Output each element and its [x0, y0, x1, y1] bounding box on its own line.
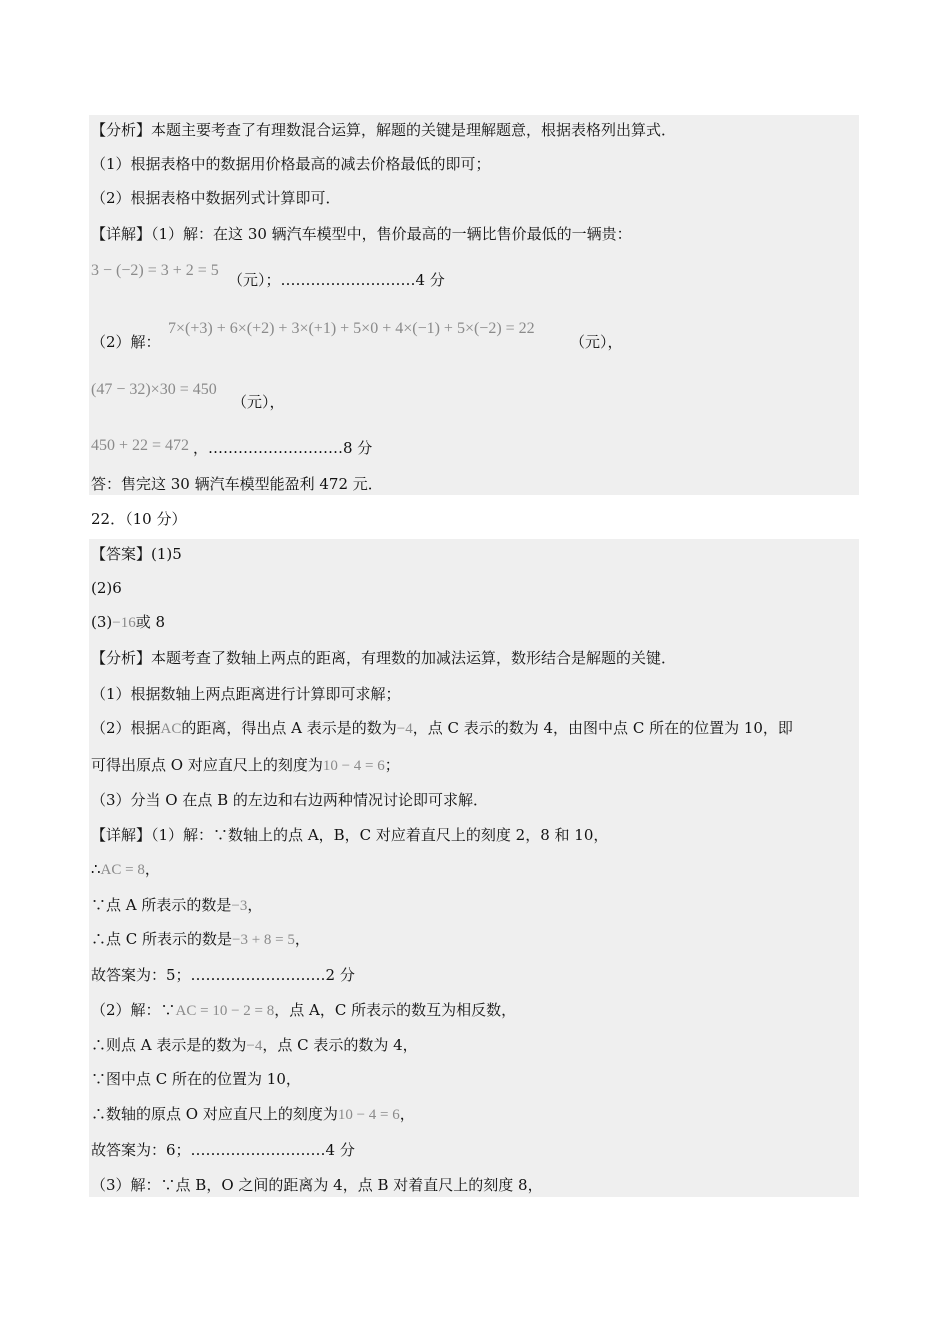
text: 的距离，得出点 A 表示是的数为: [181, 719, 397, 737]
text: ，点 A，C 所表示的数互为相反数，: [274, 1001, 517, 1019]
q22-detail6: [91, 1000, 516, 1021]
q21-answer: 答：售完这 30 辆汽车模型能盈利 472 元．: [91, 475, 383, 493]
q21-detail: 【详解】（1）解：在这 30 辆汽车模型中，售价最高的一辆比售价最低的一辆贵：: [91, 225, 632, 243]
answer-prefix: (3): [91, 613, 113, 631]
q22-analysis: 【分析】本题考查了数轴上两点的距离，有理数的加减法运算，数形结合是解题的关键．: [91, 649, 677, 667]
q22-detail1: 【详解】（1）解：∵数轴上的点 A，B，C 对应着直尺上的刻度 2，8 和 10，: [91, 826, 609, 844]
q22-detail11: （3）解：∵点 B，O 之间的距离为 4，点 B 对着直尺上的刻度 8，: [91, 1176, 543, 1194]
formula: 10 − 4 = 6: [337, 1107, 400, 1123]
text: ∵点 A 所表示的数是: [91, 896, 232, 914]
formula: −4: [396, 721, 413, 737]
q21-calc3-math: [91, 379, 217, 400]
q22-detail4: [91, 929, 310, 950]
formula: AC = 8: [100, 862, 145, 878]
q21-step1: （1）根据表格中的数据用价格最高的减去价格最低的即可；: [91, 155, 491, 173]
q21-calc4-math: [91, 435, 189, 456]
text: （2）解：∵: [91, 1001, 176, 1019]
text: ∴点 C 所表示的数是: [91, 930, 233, 948]
formula: AC = 10 − 2 = 8: [175, 1003, 275, 1019]
formula: 7×(+3) + 6×(+2) + 3×(+1) + 5×0 + 4×(−1) + 5×(−2) = 22: [168, 320, 535, 337]
q22-detail2: [91, 859, 160, 880]
q21-step2: （2）根据表格中数据列式计算即可．: [91, 189, 341, 207]
formula: −3 + 8 = 5: [232, 932, 295, 948]
formula: −4: [246, 1038, 263, 1054]
answer-tail: 或 8: [135, 613, 166, 631]
q21-calc2-prefix: （2）解：: [91, 333, 161, 351]
formula: −3: [231, 898, 248, 914]
text: ，: [144, 860, 160, 878]
q22-detail10: 故答案为：6；………………………4 分: [91, 1141, 355, 1159]
formula: 3 − (−2) = 3 + 2 = 5: [91, 262, 219, 279]
q22-answer1: 【答案】(1)5: [91, 545, 182, 563]
formula: AC: [160, 721, 182, 737]
formula: 10 − 4 = 6: [322, 758, 385, 774]
q22-answer2: (2)6: [91, 579, 122, 597]
formula: (47 − 32)×30 = 450: [91, 381, 217, 398]
q22-header: 22．（10 分）: [91, 510, 187, 528]
solution-block-q22: [89, 539, 859, 1197]
text: ，点 C 表示的数为 4，由图中点 C 所在的位置为 10，即: [412, 719, 793, 737]
q22-detail9: [91, 1104, 415, 1125]
q22-detail8: ∵图中点 C 所在的位置为 10，: [91, 1070, 301, 1088]
q22-detail7: [91, 1035, 418, 1056]
text: ∴数轴的原点 O 对应直尺上的刻度为: [91, 1105, 338, 1123]
text: ，: [294, 930, 310, 948]
text: ，点 C 表示的数为 4，: [262, 1036, 418, 1054]
formula: 450 + 22 = 472: [91, 437, 190, 454]
q21-calc2-tail: （元），: [570, 333, 623, 351]
text: ；: [384, 756, 400, 774]
q22-step2: [91, 718, 793, 739]
text: ，: [399, 1105, 415, 1123]
q21-calc3-tail: （元），: [232, 393, 285, 411]
text: ∴: [91, 860, 101, 878]
text: （2）根据: [91, 719, 161, 737]
q22-step2-cont: [91, 755, 400, 776]
q22-step3: （3）分当 O 在点 B 的左边和右边两种情况讨论即可求解．: [91, 791, 488, 809]
q22-detail5: 故答案为：5；………………………2 分: [91, 966, 355, 984]
q21-calc2-math: [168, 318, 535, 339]
q22-step1: （1）根据数轴上两点距离进行计算即可求解；: [91, 685, 401, 703]
q21-calc1-tail: （元）；………………………4 分: [228, 271, 445, 289]
text: ，: [247, 896, 263, 914]
text: ∴则点 A 表示是的数为: [91, 1036, 247, 1054]
q21-calc1-math: [91, 260, 219, 281]
q21-calc4-tail: ，………………………8 分: [193, 439, 373, 457]
formula: −16: [112, 615, 136, 631]
q21-analysis: 【分析】本题主要考查了有理数混合运算，解题的关键是理解题意，根据表格列出算式．: [91, 121, 677, 139]
q22-answer3: [91, 612, 165, 633]
text: 可得出原点 O 对应直尺上的刻度为: [91, 756, 323, 774]
q22-detail3: [91, 895, 262, 916]
